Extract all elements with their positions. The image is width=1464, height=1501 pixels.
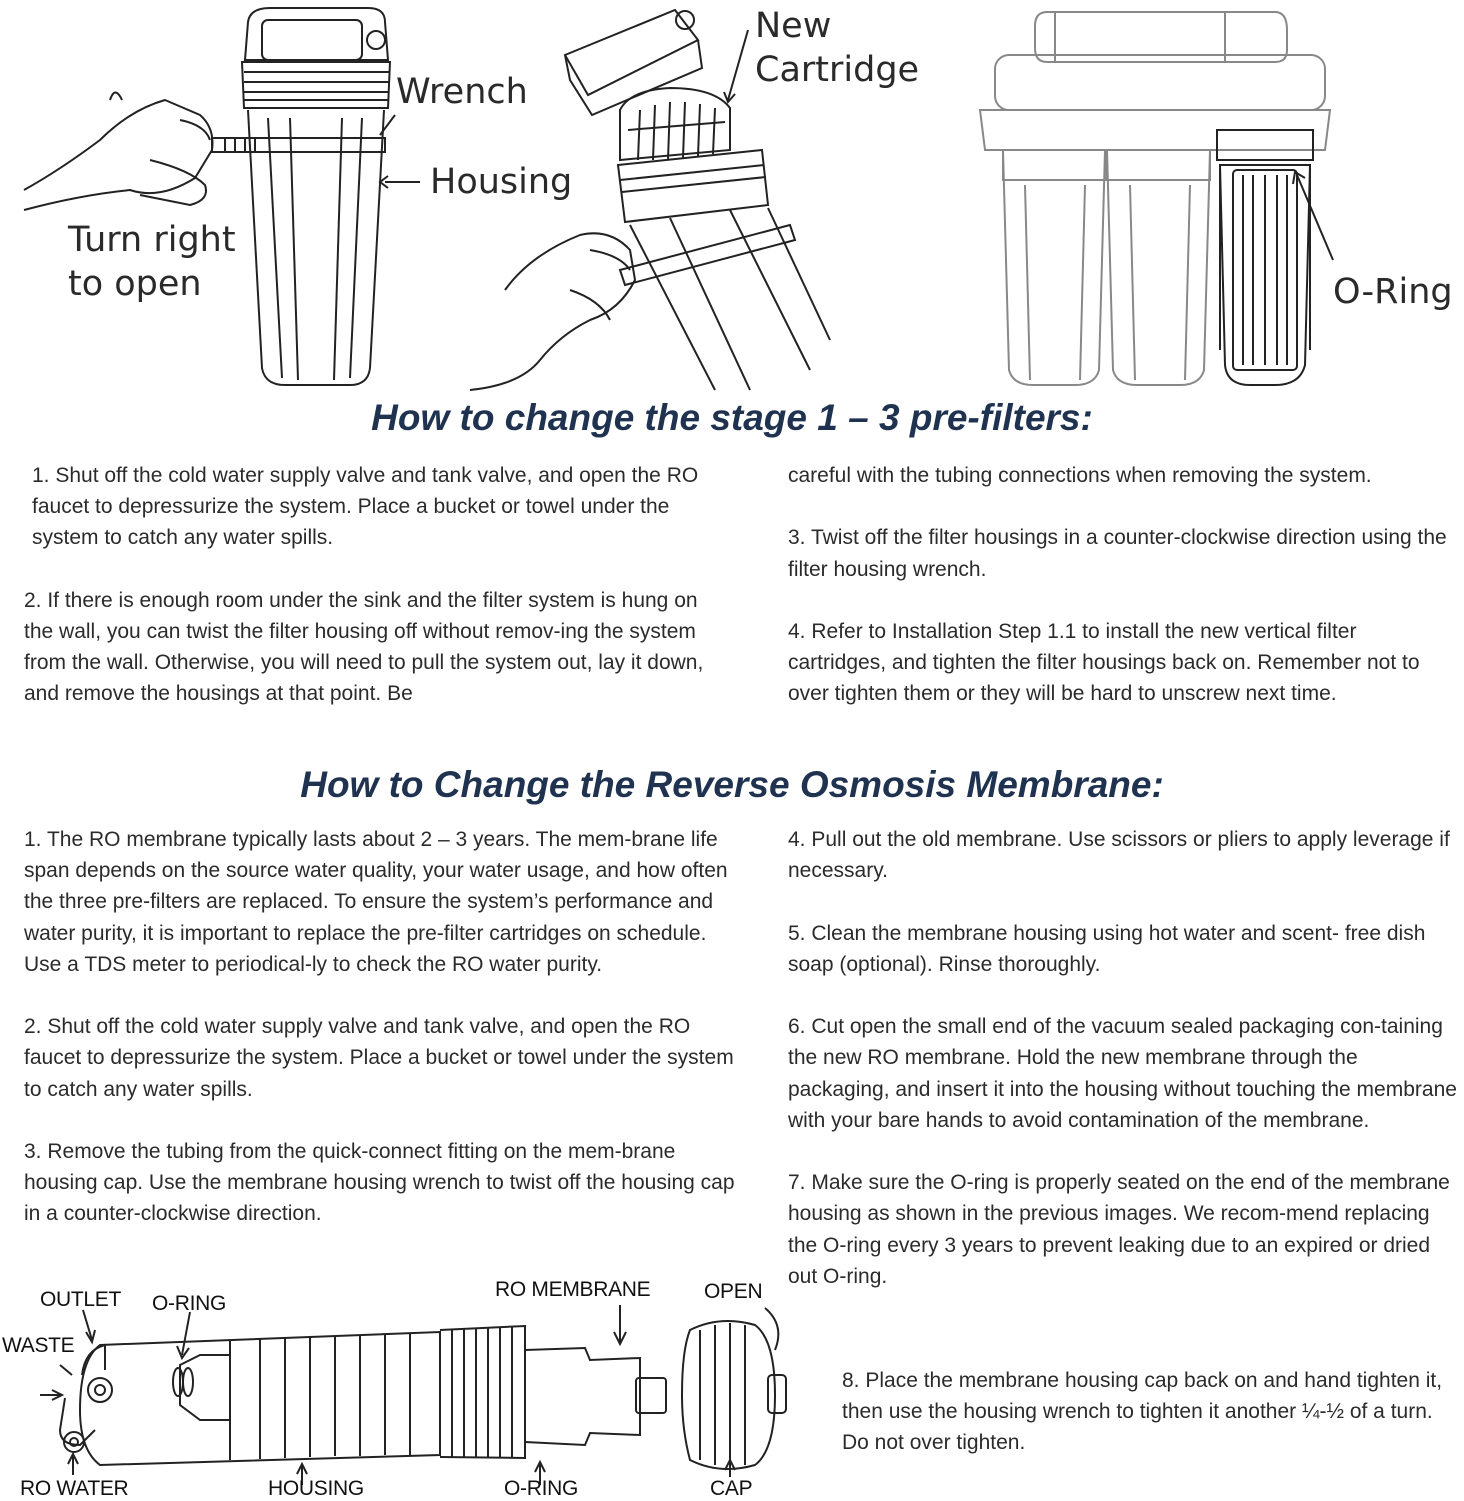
waste-label: WASTE bbox=[2, 1334, 75, 1357]
top-illustration bbox=[0, 0, 1464, 395]
prefilter-step-2: 2. If there is enough room under the sink and the filter system is hung on the wall, you can twist the filter housing off without remov-ing the system from the wall. Otherwise, you will need to pull the system out, lay it down, and remove the housings at that point. Be bbox=[24, 588, 704, 706]
cap-label: CAP bbox=[710, 1477, 753, 1500]
housing-bottom-label: HOUSING bbox=[268, 1477, 364, 1500]
wrench-label: Wrench bbox=[396, 72, 528, 112]
membrane-step-7: 7. Make sure the O-ring is properly seated on the end of the membrane housing as shown in the previous images. We recom-mend replacing the O-ring every 3 years to prevent leaking due to an expired or dried out O-ring. bbox=[788, 1171, 1450, 1288]
prefilter-section-title: How to change the stage 1 – 3 pre-filters: bbox=[371, 397, 1093, 438]
membrane-left-column bbox=[24, 824, 736, 1261]
membrane-step-3: 3. Remove the tubing from the quick-connect fitting on the mem-brane housing cap. Use the membrane housing wrench to twist off the housing cap in a counter-clockwise direction. bbox=[24, 1140, 735, 1226]
ro-water-label: RO WATER bbox=[20, 1477, 129, 1500]
membrane-right-column bbox=[788, 824, 1462, 1323]
housing-label: Housing bbox=[430, 162, 573, 202]
prefilter-right-column bbox=[788, 460, 1460, 741]
prefilter-step-3: 3. Twist off the filter housings in a counter-clockwise direction using the filter housing wrench. bbox=[788, 526, 1447, 581]
o-ring-top-label: O-RING bbox=[152, 1292, 227, 1315]
o-ring-bottom-label: O-RING bbox=[504, 1477, 579, 1500]
prefilter-left-column bbox=[24, 460, 724, 741]
membrane-housing-illustration bbox=[0, 1270, 800, 1500]
membrane-section-title: How to Change the Reverse Osmosis Membrane: bbox=[300, 764, 1164, 805]
membrane-step-5: 5. Clean the membrane housing using hot water and scent- free dish soap (optional). Rinse thoroughly. bbox=[788, 921, 1426, 976]
new-cartridge-label-line1: New bbox=[755, 6, 832, 46]
outlet-label: OUTLET bbox=[40, 1288, 122, 1311]
turn-right-label-line1: Turn right bbox=[68, 220, 236, 260]
prefilter-step-1: 1. Shut off the cold water supply valve and tank valve, and open the RO faucet to depressurize the system. Place a bucket or towel under the system to catch any water spills. bbox=[32, 464, 699, 550]
open-label: OPEN bbox=[704, 1280, 763, 1303]
o-ring-label: O-Ring bbox=[1333, 272, 1453, 312]
membrane-step-2: 2. Shut off the cold water supply valve and tank valve, and open the RO faucet to depressurize the system. Place a bucket or towel under the system to catch any water spills. bbox=[24, 1015, 734, 1101]
prefilter-step-2-continued: careful with the tubing connections when removing the system. bbox=[788, 464, 1372, 487]
ro-system-drawing bbox=[975, 0, 1455, 395]
turn-right-label-line2: to open bbox=[68, 264, 202, 304]
membrane-step-8: 8. Place the membrane housing cap back on and hand tighten it, then use the housing wrench to tighten it another ¼-½ of a turn. Do not over tighten. bbox=[842, 1369, 1443, 1455]
membrane-step-1: 1. The RO membrane typically lasts about 2 – 3 years. The mem-brane life span depends on the source water quality, your water usage, and how often the three pre-filters are replaced. To ensure the system’s performance and water purity, it is important to replace the pre-filter cartridges on schedule. Use a TDS meter to periodical-ly to check the RO water purity. bbox=[24, 828, 728, 976]
membrane-step-4: 4. Pull out the old membrane. Use scissors or pliers to apply leverage if necessary. bbox=[788, 828, 1450, 883]
new-cartridge-label-line2: Cartridge bbox=[755, 50, 920, 90]
membrane-step-6: 6. Cut open the small end of the vacuum sealed packaging con-taining the new RO membrane. Hold the new membrane through the packaging, and insert it into the housing without touching the membrane with your bare hands to avoid contamination of the membrane. bbox=[788, 1015, 1457, 1132]
prefilter-step-4: 4. Refer to Installation Step 1.1 to install the new vertical filter cartridges, and tighten the filter housings back on. Remember not to over tighten them or they will be hard to unscrew next time. bbox=[788, 619, 1420, 706]
ro-membrane-label: RO MEMBRANE bbox=[495, 1278, 651, 1301]
